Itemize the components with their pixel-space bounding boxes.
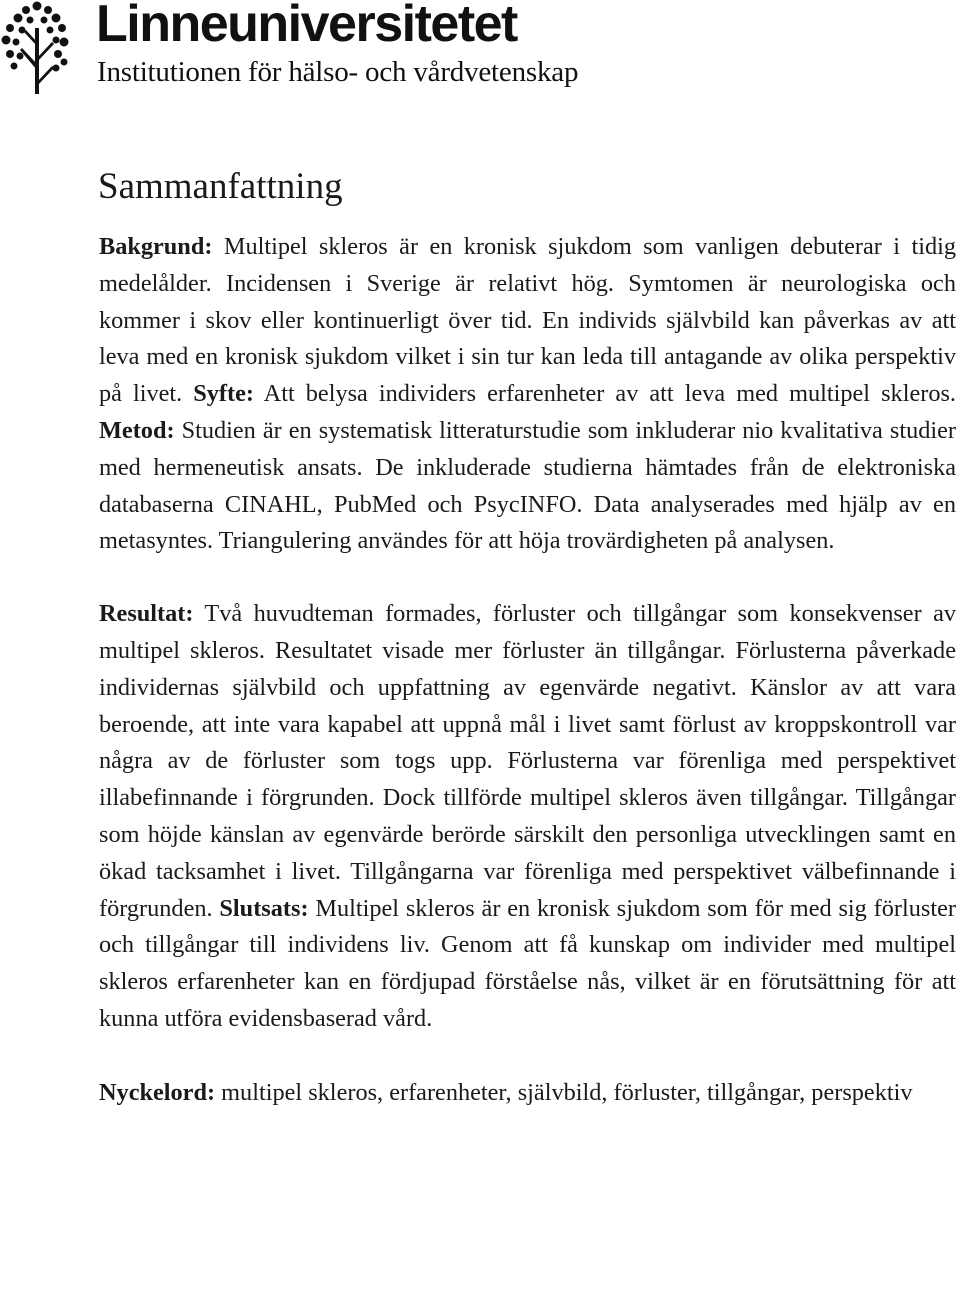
page-header (0, 0, 960, 100)
keywords-label: Nyckelord: (99, 1078, 216, 1106)
document-body (99, 229, 956, 1112)
keywords-paragraph (99, 1075, 956, 1112)
university-name: Linneuniversitetet (96, 0, 517, 53)
department-name: Institutionen för hälso- och vårdvetenskap (97, 56, 579, 88)
bakgrund-label: Bakgrund: (99, 233, 213, 260)
document-title: Sammanfattning (98, 166, 343, 207)
resultat-label: Resultat: (99, 600, 194, 628)
syfte-text: Att belysa individers erfarenheter av att leva med multipel skleros. (253, 380, 957, 408)
slutsats-label: Slutsats: (219, 894, 309, 922)
resultat-text: Två huvudteman formades, förluster och tillgångar som konsekvenser av multipel skleros. Resultatet visade mer förluster än tillgångar. Förlusterna påverkade individernas självbild och uppfattning av egenvärde negativt. Känslor av att vara beroende, att inte vara kapabel att uppnå mål i livet samt förlust av kroppskontroll var några av de förluster som togs upp. Förlusterna var förenliga med perspektivet illabefinnande i förgrunden. Dock tillförde multipel skleros även tillgångar. Tillgångar som höjde känslan av egenvärde berörde särskilt den personliga utvecklingen samt en ökad tacksamhet i livet. Tillgångarna var förenliga med perspektivet välbefinnande i förgrunden. (99, 600, 956, 922)
metod-label: Metod: (99, 416, 175, 444)
slutsats-text: Multipel skleros är en kronisk sjukdom som för med sig förluster och tillgångar till individens liv. Genom att få kunskap om individer med multipel skleros erfarenheter kan en fördjupad förståelse nås, vilket är en förutsättning för att kunna utföra evidensbaserad vård. (99, 894, 956, 1032)
keywords-text: multipel skleros, erfarenheter, självbild, förluster, tillgångar, perspektiv (215, 1078, 913, 1106)
syfte-label: Syfte: (193, 380, 254, 408)
tree-logo-icon (0, 0, 70, 96)
bakgrund-text: Multipel skleros är en kronisk sjukdom som vanligen debuterar i tidig medelålder. Incidensen i Sverige är relativt hög. Symtomen är neurologiska och kommer i skov eller kontinuerligt över tid. En individs självbild kan påverkas av att leva med en kronisk sjukdom vilket i sin tur kan leda till antagande av olika perspektiv på livet. (99, 233, 956, 408)
abstract-paragraph (99, 229, 956, 560)
results-paragraph (99, 596, 956, 1038)
metod-text: Studien är en systematisk litteraturstudie som inkluderar nio kvalitativa studier med hermeneutisk ansats. De inkluderade studierna hämtades från de elektroniska databaserna CINAHL, PubMed och PsycINFO. Data analyserades med hjälp av en metasyntes. Triangulering användes för att höja trovärdigheten på analysen. (99, 416, 956, 555)
